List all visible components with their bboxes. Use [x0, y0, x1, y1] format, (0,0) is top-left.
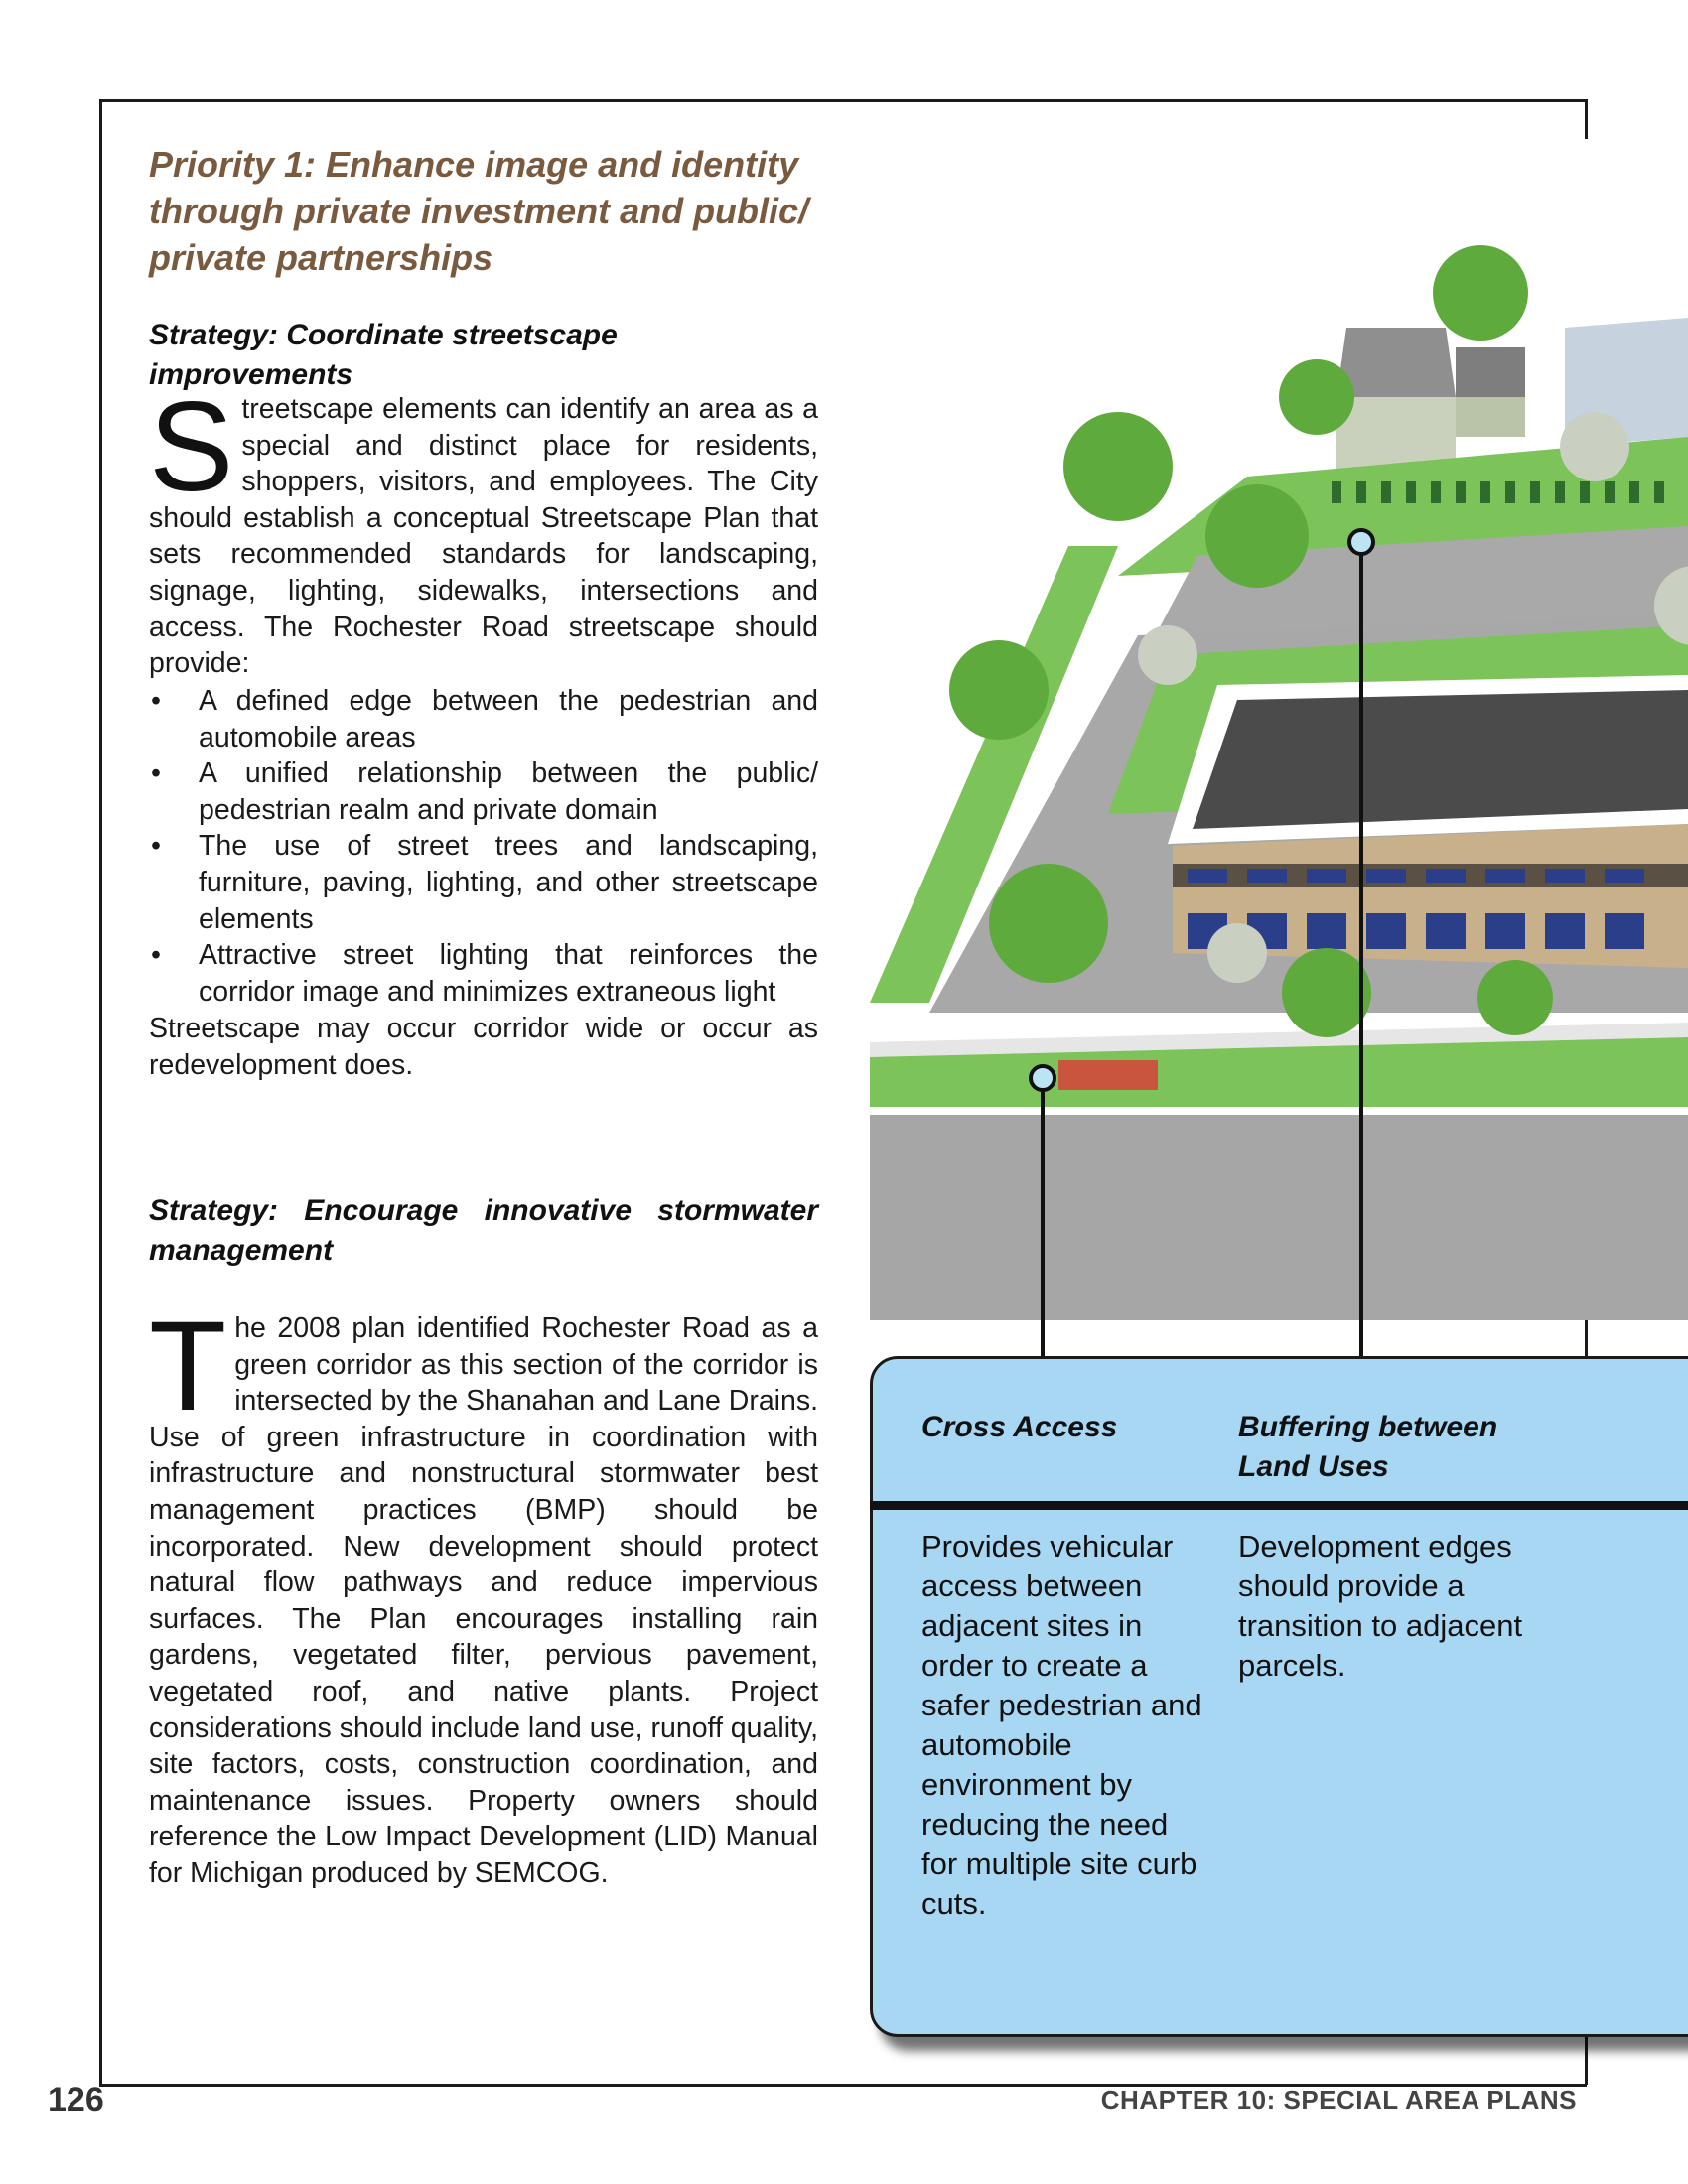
streetscape-bullet-list [149, 683, 818, 1010]
list-item: • Attractive street lighting that reinforces the corridor image and minimizes extraneous light [151, 939, 818, 1008]
buffering-connector [1359, 552, 1363, 1358]
streetscape-body: treetscape elements can identify an area as a special and distinct place for residents, shoppers, visitors, and employees. The City should establish a conceptual Streetscape Plan that sets recommended standards for landscaping, signage, lighting, sidewalks, intersections and access. The Rochester Road streetscape should provide: [149, 393, 818, 680]
drop-cap: T [149, 1296, 227, 1437]
cross-access-marker [1029, 1064, 1056, 1092]
page-frame-right [1585, 99, 1588, 139]
priority-heading: Priority 1: Enhance image and identity through private investment and public/ private partnerships [149, 144, 809, 278]
page-number: 126 [48, 2081, 104, 2118]
list-item: • The use of street trees and landscaping, furniture, paving, lighting, and other streetscape elements [151, 830, 818, 935]
chapter-title: CHAPTER 10: SPECIAL AREA PLANS [1100, 2085, 1577, 2115]
list-item: • A unified relationship between the public/ pedestrian realm and private domain [151, 757, 818, 826]
callout-divider [870, 1501, 1688, 1510]
strategy-heading-stormwater: Strategy: Encourage innovative stormwater management [149, 1194, 818, 1267]
streetscape-closing: Streetscape may occur corridor wide or occur as redevelopment does. [149, 1013, 818, 1081]
drop-cap: S [149, 376, 234, 518]
cross-access-title: Cross Access [921, 1411, 1118, 1443]
page-frame-right [1585, 2035, 1588, 2085]
buffering-title: Buffering between Land Uses [1238, 1411, 1498, 1483]
page-frame-left [99, 99, 102, 2087]
stormwater-paragraph [149, 1296, 819, 1892]
cross-access-description: Provides vehicular access between adjacent sites in order to create a safer pedestrian and automobile environment by reducing the need for multiple site curb cuts. [921, 1529, 1202, 1921]
strategy-heading-streetscape: Strategy: Coordinate streetscape improvements [149, 319, 618, 391]
streetscape-paragraph [149, 376, 818, 682]
page-frame-top [99, 99, 1587, 102]
cross-access-connector [1041, 1088, 1045, 1358]
buffering-description: Development edges should provide a transition to adjacent parcels. [1238, 1529, 1523, 1683]
buffering-marker [1347, 528, 1375, 556]
stormwater-body: he 2008 plan identified Rochester Road as a green corridor as this section of the corridor is intersected by the Shanahan and Lane Drains. Use of green infrastructure in coordination with infrastructure and nonstructural stormwater best management practices (BMP) should be incorporated. New development should protect natural flow pathways and reduce impervious surfaces. The Plan encourages installing rain gardens, vegetated filter, pervious pavement, vegetated roof, and native plants. Project considerations should include land use, runoff quality, site factors, costs, construction coordination, and maintenance issues. Property owners should reference the Low Impact Development (LID) Manual for Michigan produced by SEMCOG. [149, 1312, 819, 1889]
list-item: • A defined edge between the pedestrian and automobile areas [151, 685, 818, 753]
site-plan-illustration [870, 238, 1688, 1320]
